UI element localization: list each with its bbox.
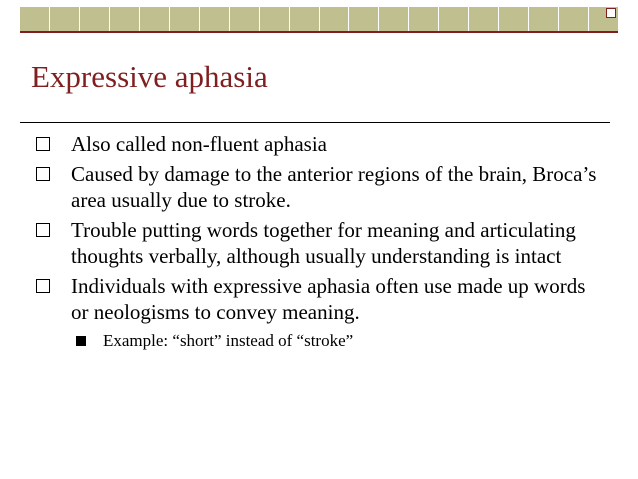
band-cell (260, 7, 290, 31)
band-cell (529, 7, 559, 31)
header-rule (20, 31, 618, 33)
band-cell (409, 7, 439, 31)
slide-title: Expressive aphasia (31, 59, 268, 94)
header-band (20, 7, 618, 31)
band-cell (469, 7, 499, 31)
filled-square-bullet-icon (76, 336, 86, 346)
band-cell (320, 7, 350, 31)
band-cell (499, 7, 529, 31)
hollow-square-bullet-icon (36, 223, 50, 237)
title-divider (20, 122, 610, 123)
bullet-item (34, 131, 604, 157)
header-band-grid (20, 7, 618, 31)
band-cell (349, 7, 379, 31)
hollow-square-bullet-icon (36, 137, 50, 151)
band-cell (50, 7, 80, 31)
bullet-text: Trouble putting words together for meaning and articulating thoughts verbally, although usually understanding is intact (71, 218, 576, 268)
band-cell (110, 7, 140, 31)
bullet-item (34, 161, 604, 213)
bullet-text: Caused by damage to the anterior regions of the brain, Broca’s area usually due to stroke. (71, 162, 597, 212)
band-cell (559, 7, 589, 31)
band-cell (439, 7, 469, 31)
hollow-square-bullet-icon (36, 167, 50, 181)
bullet-text: Individuals with expressive aphasia often use made up words or neologisms to convey meaning. (71, 274, 586, 324)
band-cell (379, 7, 409, 31)
band-cell (230, 7, 260, 31)
band-cell (290, 7, 320, 31)
band-cell (20, 7, 50, 31)
bullet-item (34, 217, 604, 269)
bullet-item (34, 273, 604, 325)
corner-square-decoration (606, 8, 616, 18)
band-cell (170, 7, 200, 31)
hollow-square-bullet-icon (36, 279, 50, 293)
band-cell (80, 7, 110, 31)
sub-bullet-text: Example: “short” instead of “stroke” (103, 331, 354, 350)
band-cell (140, 7, 170, 31)
sub-bullet-item (71, 329, 604, 353)
slide-content (34, 131, 604, 353)
band-cell (200, 7, 230, 31)
bullet-text: Also called non-fluent aphasia (71, 132, 327, 156)
